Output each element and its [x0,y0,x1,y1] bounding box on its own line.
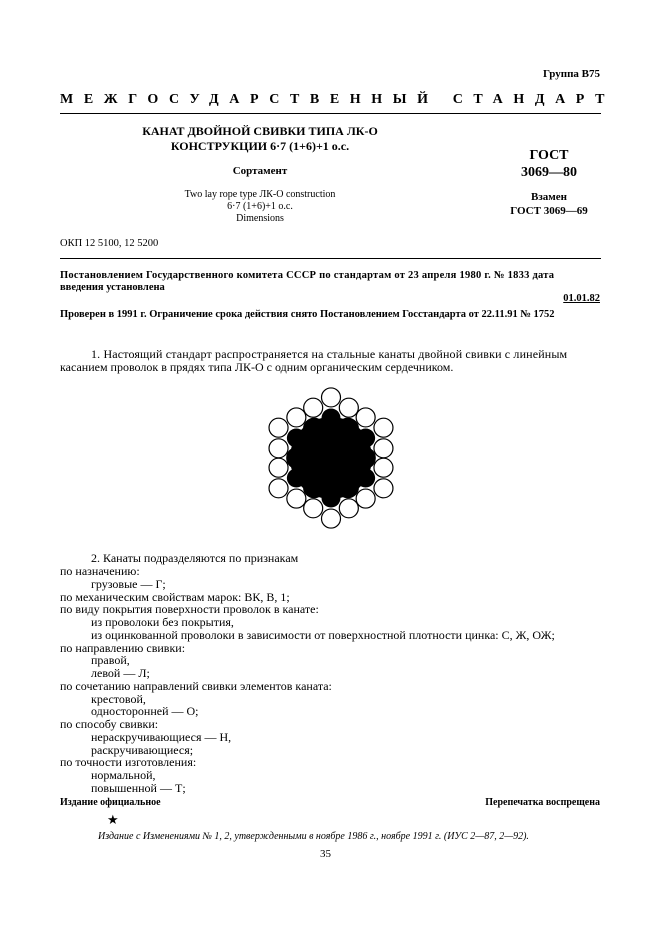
list-item: по точности изготовления: [60,755,197,770]
strand-wire [305,418,324,437]
decree-line-2: введения установлена [60,282,165,293]
strand-wire [269,439,288,458]
verified-note: Проверен в 1991 г. Ограничение срока действия снято Постановлением Госстандарта от 22.11.91 № 1752 [60,309,555,320]
strand-wire [338,439,357,458]
strand-wire [322,388,341,407]
strand-wire [339,478,358,497]
list-item: нераскручивающиеся — Н, [91,729,232,744]
list-item: нормальной, [91,768,156,782]
list-item: односторонней — О; [91,704,199,719]
strand-wire [304,398,323,417]
list-item: из проволоки без покрытия, [91,615,234,629]
list-item: крестовой, [91,691,146,706]
strand-wire [338,458,357,477]
list-item: повышенной — Т; [91,780,186,795]
strand-wire [305,479,324,498]
okp-rule [60,258,601,259]
strand-wire [304,499,323,518]
list-item: по способу свивки: [60,717,159,731]
paragraph-1-line-2: касанием проволок в прядях типа ЛК-О с одним органическим сердечником. [60,360,454,374]
group-code: Группа В75 [542,68,600,80]
paragraph-2-intro: 2. Канаты подразделяются по признакам [91,551,299,565]
strand-wire [374,439,393,458]
strand-wire [374,458,393,477]
edition-note: Издание с Изменениями № 1, 2, утвержденными в ноябре 1986 г., ноябре 1991 г. (ИУС 2—87, 2—92). [98,831,529,842]
strand-wire [269,458,288,477]
strand-wire [356,489,375,508]
gost-label: ГОСТ [529,148,569,163]
list-item: по направлению свивки: [60,640,186,655]
star-icon: ★ [107,812,119,827]
strand-center-wire [322,409,341,428]
strand-wire [322,509,341,528]
list-item: по виду покрытия поверхности проволок в канате: [60,602,319,617]
list-item: по механическим свойствам марок: ВК, В, 1; [60,589,290,604]
strand-wire [287,408,306,427]
list-item: из оцинкованной проволоки в зависимости от поверхностной плотности цинка: С, Ж, ОЖ; [91,627,555,642]
list-item: грузовые — Г; [91,576,166,591]
okp-code: ОКП 12 5100, 12 5200 [60,238,159,249]
page-number: 35 [320,848,331,860]
gost-number: 3069—80 [521,165,577,180]
rope-cross-section-figure [256,383,406,533]
title-line-1: КАНАТ ДВОЙНОЙ СВИВКИ ТИПА ЛК-О [142,124,378,138]
subtitle: Сортамент [232,165,288,177]
strand-wire [269,479,288,498]
strand-wire [287,449,306,468]
list-item: левой — Л; [91,666,150,680]
header-rule [60,113,601,114]
strand-wire [338,418,357,437]
replaces-standard: ГОСТ 3069—69 [510,205,588,217]
strand-wire [339,499,358,518]
decree-line-1: Постановлением Государственного комитета СССР по стандартам от 23 апреля 1980 г. № 1833 дата [60,270,555,281]
list-item: раскручивающиеся; [91,742,194,757]
strand-wire [339,398,358,417]
strand-center-wire [287,429,306,448]
official-edition: Издание официальное [60,797,161,808]
reprint-notice: Перепечатка воспрещена [485,797,600,808]
strand-wire [305,439,324,458]
list-item: правой, [91,653,130,668]
strand-wire [356,408,375,427]
strand-center-wire [322,489,341,508]
strand-wire [305,458,324,477]
strand-wire [322,429,341,448]
paragraph-1-line-1: 1. Настоящий стандарт распространяется на стальные канаты двойной свивки с линейным [91,347,568,361]
effective-date: 01.01.82 [563,293,600,304]
title-line-2: КОНСТРУКЦИИ 6·7 (1+6)+1 о.с. [170,139,350,153]
list-item: по назначению: [60,564,140,578]
strand-wire [374,418,393,437]
strand-wire [356,448,375,467]
english-title-2: 6·7 (1+6)+1 o.c. [227,201,293,212]
strand-center-wire [356,469,375,488]
strand-wire [287,489,306,508]
english-title-1: Two lay rope type ЛК-О construction [184,189,336,200]
strand-wire [322,468,341,487]
strand-center-wire [356,429,375,448]
replaces-label: Взамен [531,191,567,203]
strand-center-wire [287,469,306,488]
english-title-3: Dimensions [236,213,284,224]
standard-header: МЕЖГОСУДАРСТВЕННЫЙ СТАНДАРТ [60,92,616,107]
strand-wire [269,418,288,437]
strand-wire [374,479,393,498]
list-item: по сочетанию направлений свивки элементов каната: [60,678,332,693]
